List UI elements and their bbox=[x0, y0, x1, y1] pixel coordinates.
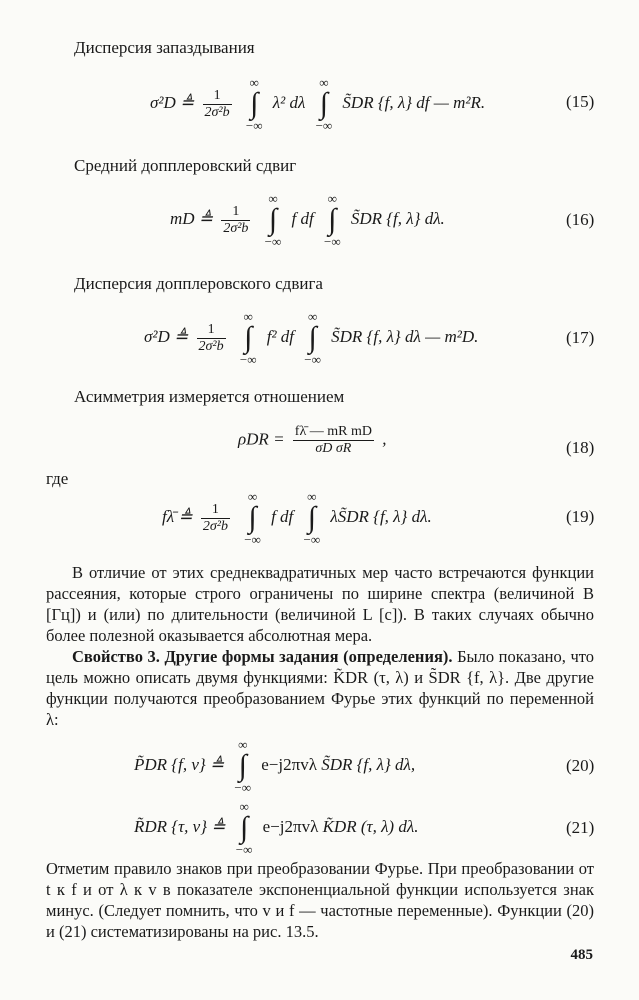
eq19-number: (19) bbox=[566, 507, 595, 526]
eq15-lhs: σ²D ≜ bbox=[150, 92, 195, 112]
equation-15: σ²D ≜ $\frac{1}{\text{2σ²b}}$ ∞ ∫ −∞ λ² dλ ∞ ∫ −∞ S̃DR {f, λ} df — m²R. bbox=[150, 75, 486, 133]
body-text-block-2 bbox=[46, 858, 594, 942]
equation-21: R̃DR {τ, v} ≜ ∞ ∫ −∞ e−j2πvλ K̃DR (τ, λ) dλ. bbox=[134, 799, 419, 857]
eq16-number: (16) bbox=[566, 210, 595, 229]
paragraph-property-3: Свойство 3. Другие формы задания (определения). Было показано, что цель можно описать двумя функциями: K̃DR (τ, λ) и S̃DR {f, λ}. Две другие функции получаются преобразованием Фурье этих функций по переменной λ: bbox=[46, 647, 594, 729]
word-where: где bbox=[46, 469, 69, 488]
equation-18: ρDR = $\frac{\text{fλ̄ — mR mD}}{\text{σD σR}}$ , bbox=[238, 424, 387, 456]
eq18-number: (18) bbox=[566, 438, 595, 457]
equation-17: σ²D ≜ $\frac{1}{\text{2σ²b}}$ ∞ ∫ −∞ f² df ∞ ∫ −∞ S̃DR {f, λ} dλ — m²D. bbox=[144, 309, 479, 367]
page-number: 485 bbox=[570, 947, 593, 963]
body-text-block-1 bbox=[46, 562, 594, 730]
eq15-den: 2σ²b bbox=[204, 104, 230, 120]
equation-16: mD ≜ $\frac{1}{\text{2σ²b}}$ ∞ ∫ −∞ f df ∞ ∫ −∞ S̃DR {f, λ} dλ. bbox=[170, 191, 445, 249]
eq21-number: (21) bbox=[566, 818, 595, 837]
eq15-num: 1 bbox=[203, 88, 232, 105]
paragraph-absolute-measure: В отличие от этих среднеквадратичных мер часто встречаются функции рассеяния, которые строго ограничены по ширине спектра (величиной B [Гц]) и (или) по длительности (величиной L [с]). В таких случаях обычно более полезной оказывается абсолютная мера. bbox=[46, 563, 594, 645]
heading-mean-doppler: Средний допплеровский сдвиг bbox=[74, 156, 297, 175]
eq15-number: (15) bbox=[566, 92, 595, 111]
property-3-heading: Свойство 3. Другие формы задания (определения). bbox=[72, 647, 453, 666]
eq15-body2: S̃DR {f, λ} df — m²R. bbox=[342, 92, 486, 112]
heading-delay-variance: Дисперсия запаздывания bbox=[74, 38, 255, 57]
eq20-number: (20) bbox=[566, 756, 595, 775]
eq15-body1: λ² dλ bbox=[272, 92, 306, 112]
equation-19: fλ̄ ≜ $\frac{1}{\text{2σ²b}}$ ∞ ∫ −∞ f df ∞ ∫ −∞ λS̃DR {f, λ} dλ. bbox=[162, 489, 432, 547]
heading-asymmetry: Асимметрия измеряется отношением bbox=[74, 387, 345, 406]
paragraph-sign-rule: Отметим правило знаков при преобразовании Фурье. При преобразовании от t к f и от λ к v в показателе экспоненциальной функции используется знак минус. (Следует помнить, что v и f — частотные переменные). Функции (20) и (21) систематизированы на рис. 13.5. bbox=[46, 859, 594, 941]
eq17-number: (17) bbox=[566, 328, 595, 347]
heading-doppler-variance: Дисперсия допплеровского сдвига bbox=[74, 274, 323, 293]
equation-20: P̃DR {f, v} ≜ ∞ ∫ −∞ e−j2πvλ S̃DR {f, λ} dλ, bbox=[134, 737, 416, 795]
